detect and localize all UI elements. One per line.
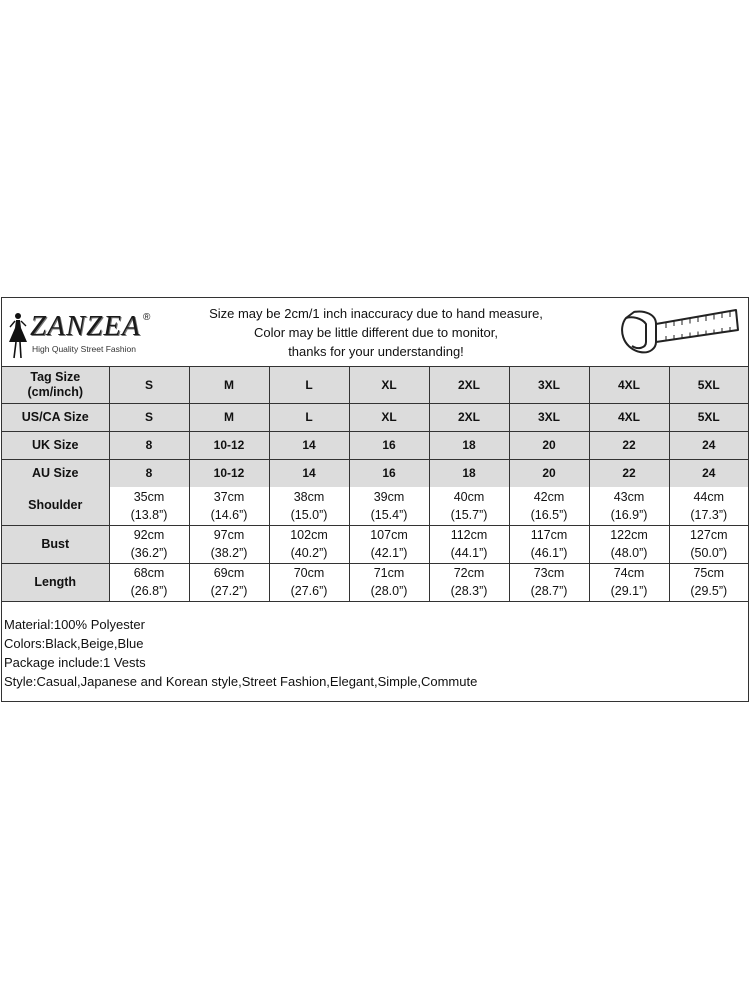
measurement-cm: 40cm — [453, 489, 485, 504]
measurement-inch: (44.1”) — [450, 546, 488, 560]
size-cell: 18 — [429, 431, 509, 459]
row-label: AU Size — [2, 459, 109, 487]
measurement-cm: 102cm — [290, 528, 328, 542]
measurement-cell — [269, 525, 349, 563]
measurement-inch: (27.6”) — [290, 584, 328, 599]
size-cell: 14 — [269, 459, 349, 487]
measurement-cell — [349, 525, 429, 563]
size-table — [2, 367, 748, 601]
measurement-cell — [349, 487, 429, 525]
size-cell: 8 — [109, 431, 189, 459]
size-chart-panel — [1, 297, 749, 702]
info-package: Package include:1 Vests — [4, 655, 146, 670]
size-row — [2, 403, 748, 431]
measurement-row — [2, 525, 748, 563]
notice-line: Color may be little different due to monitor, — [254, 325, 498, 340]
row-label: UK Size — [2, 431, 109, 459]
measurement-inch: (13.8”) — [130, 507, 168, 522]
registered-mark: ® — [143, 312, 151, 323]
measurement-inch: (15.0”) — [290, 507, 328, 522]
measurement-cm: 112cm — [450, 528, 488, 542]
measurement-inch: (28.0”) — [370, 584, 408, 599]
info-style: Style:Casual,Japanese and Korean style,Street Fashion,Elegant,Simple,Commute — [4, 674, 478, 689]
size-row — [2, 367, 748, 403]
measurement-cm: 43cm — [613, 489, 645, 504]
row-label: Tag Size (cm/inch) — [2, 367, 109, 403]
measurement-cm: 38cm — [293, 489, 325, 504]
measuring-tape-icon — [616, 304, 741, 360]
row-label: US/CA Size — [2, 403, 109, 431]
size-cell: 3XL — [509, 403, 589, 431]
measurement-inch: (15.7”) — [450, 507, 488, 522]
measurement-cell — [189, 563, 269, 601]
measurement-cell — [509, 487, 589, 525]
size-cell: 10-12 — [189, 431, 269, 459]
size-cell: 14 — [269, 431, 349, 459]
size-cell: 16 — [349, 459, 429, 487]
product-info — [2, 601, 748, 691]
measurement-cm: 70cm — [293, 566, 325, 581]
measurement-cm: 117cm — [530, 528, 568, 542]
measurement-cm: 107cm — [370, 528, 408, 542]
size-cell: 16 — [349, 431, 429, 459]
size-cell: S — [109, 403, 189, 431]
measurement-cm: 73cm — [533, 566, 565, 581]
measurement-cell — [589, 563, 669, 601]
notice-line: thanks for your understanding! — [288, 344, 464, 359]
measurement-inch: (29.1”) — [610, 584, 648, 599]
measurement-cm: 75cm — [693, 566, 725, 581]
measurement-cm: 92cm — [133, 528, 165, 542]
measurement-inch: (28.3”) — [450, 584, 488, 599]
size-cell: 24 — [669, 459, 748, 487]
measurement-cell — [269, 563, 349, 601]
size-cell: XL — [349, 367, 429, 403]
measurement-inch: (36.2”) — [130, 546, 168, 560]
size-cell: M — [189, 367, 269, 403]
size-cell: 5XL — [669, 403, 748, 431]
measurement-cm: 71cm — [373, 566, 405, 581]
measurement-row — [2, 563, 748, 601]
size-cell: 22 — [589, 459, 669, 487]
measurement-cell — [669, 525, 748, 563]
measurement-cm: 37cm — [213, 489, 245, 504]
brand-name: ZANZEA — [30, 310, 141, 342]
measurement-cm: 44cm — [693, 489, 725, 504]
measurement-inch: (16.5”) — [530, 507, 568, 522]
size-cell: 18 — [429, 459, 509, 487]
row-label: Length — [2, 563, 109, 601]
size-cell: XL — [349, 403, 429, 431]
size-cell: 8 — [109, 459, 189, 487]
size-cell: L — [269, 403, 349, 431]
row-label: Shoulder — [2, 487, 109, 525]
measurement-inch: (46.1”) — [530, 546, 568, 560]
measurement-cm: 68cm — [133, 566, 165, 581]
measurement-cm: 39cm — [373, 489, 405, 504]
measurement-cell — [429, 563, 509, 601]
measurement-cell — [589, 525, 669, 563]
measurement-cm: 69cm — [213, 566, 245, 581]
measurement-cell — [269, 487, 349, 525]
measurement-cell — [669, 563, 748, 601]
measurement-inch: (14.6”) — [210, 507, 248, 522]
size-cell: M — [189, 403, 269, 431]
size-cell: 2XL — [429, 367, 509, 403]
measurement-cell — [189, 525, 269, 563]
measurement-inch: (40.2”) — [290, 546, 328, 560]
measurement-cell — [109, 525, 189, 563]
measurement-cell — [189, 487, 269, 525]
chart-header — [2, 298, 748, 367]
measurement-inch: (16.9”) — [610, 507, 648, 522]
measurement-cm: 74cm — [613, 566, 645, 581]
measurement-cm: 42cm — [533, 489, 565, 504]
measurement-cell — [429, 487, 509, 525]
measurement-cm: 97cm — [213, 528, 245, 542]
measurement-inch: (26.8”) — [130, 584, 168, 599]
measurement-cell — [669, 487, 748, 525]
size-row — [2, 459, 748, 487]
size-cell: 20 — [509, 459, 589, 487]
size-cell: 24 — [669, 431, 748, 459]
size-cell: 22 — [589, 431, 669, 459]
measurement-cm: 127cm — [689, 528, 728, 542]
size-cell: 2XL — [429, 403, 509, 431]
row-label: Bust — [2, 525, 109, 563]
size-cell: 3XL — [509, 367, 589, 403]
measurement-inch: (28.7”) — [530, 584, 568, 599]
measurement-row — [2, 487, 748, 525]
measurement-cell — [109, 487, 189, 525]
brand-tagline: High Quality Street Fashion — [32, 344, 136, 354]
measurement-notice — [172, 304, 580, 361]
measurement-inch: (27.2”) — [210, 584, 248, 599]
brand-logo — [6, 306, 166, 358]
fashion-figure-icon — [8, 312, 28, 360]
notice-line: Size may be 2cm/1 inch inaccuracy due to hand measure, — [209, 306, 543, 321]
measurement-cell — [509, 563, 589, 601]
measurement-cell — [509, 525, 589, 563]
measurement-cm: 72cm — [453, 566, 485, 581]
measurement-inch: (17.3”) — [690, 507, 728, 522]
measurement-cm: 122cm — [610, 528, 648, 542]
measurement-inch: (38.2”) — [210, 546, 248, 560]
size-cell: L — [269, 367, 349, 403]
measurement-cm: 35cm — [133, 489, 165, 504]
measurement-inch: (50.0”) — [690, 546, 728, 560]
size-cell: 4XL — [589, 367, 669, 403]
measurement-cell — [109, 563, 189, 601]
measurement-inch: (29.5”) — [690, 584, 728, 599]
size-cell: 20 — [509, 431, 589, 459]
size-cell: S — [109, 367, 189, 403]
measurement-cell — [349, 563, 429, 601]
size-cell: 4XL — [589, 403, 669, 431]
size-cell: 10-12 — [189, 459, 269, 487]
size-row — [2, 431, 748, 459]
size-cell: 5XL — [669, 367, 748, 403]
measurement-inch: (42.1”) — [370, 546, 408, 560]
measurement-inch: (15.4”) — [370, 507, 408, 522]
measurement-cell — [429, 525, 509, 563]
measurement-inch: (48.0”) — [610, 546, 648, 560]
measurement-cell — [589, 487, 669, 525]
info-colors: Colors:Black,Beige,Blue — [4, 636, 144, 651]
info-material: Material:100% Polyester — [4, 617, 145, 632]
